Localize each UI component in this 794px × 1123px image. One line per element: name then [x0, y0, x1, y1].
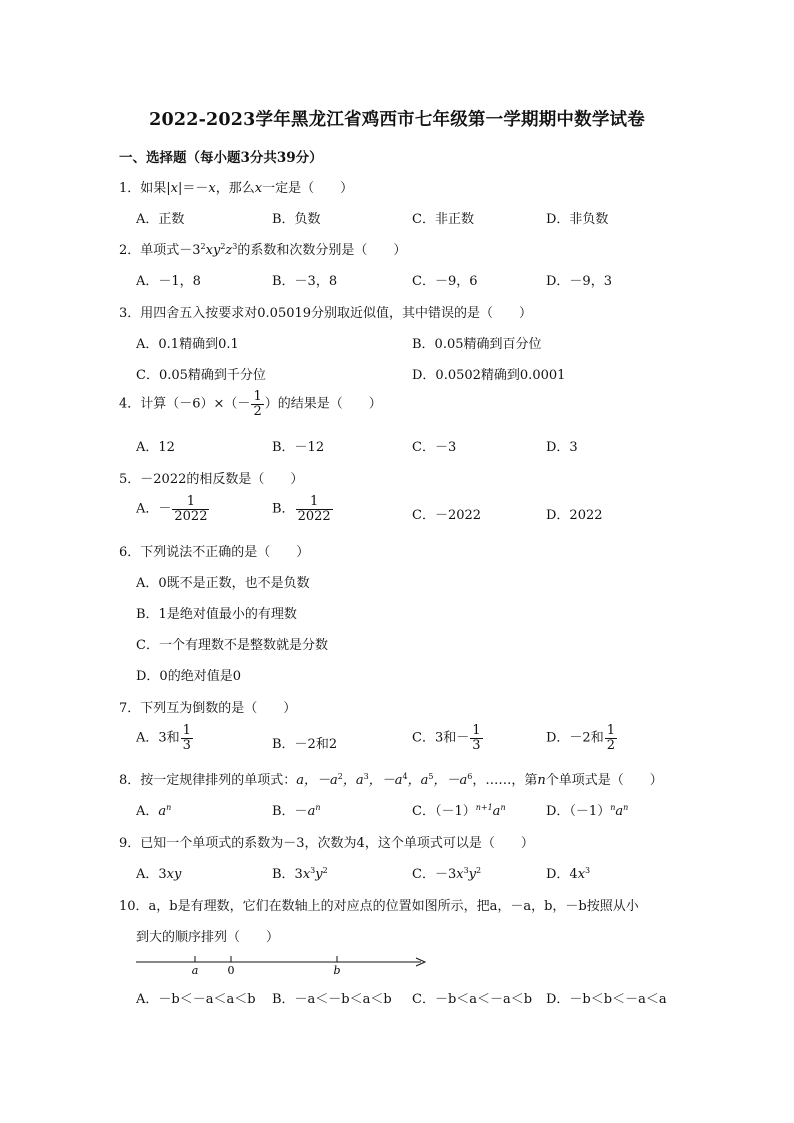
- question-3-stem: 3．用四舍五入按要求对0.05019分别取近似值，其中错误的是（ ）: [119, 306, 533, 321]
- question-7-stem: 7．下列互为倒数的是（ ）: [119, 701, 297, 716]
- question-2-option-b: B．－3，8: [272, 274, 338, 289]
- question-9-option-a: A．3xy: [136, 867, 182, 882]
- question-8-stem: 8．按一定规律排列的单项式：a，$-a^2$，$a^3$，$-a^4$，$a^5$，$-a^6$，……，第n个单项式是（ ）: [119, 772, 663, 788]
- question-5-option-c: C．－2022: [412, 508, 482, 523]
- question-1-stem: 1．如果|x|＝－x，那么x一定是（ ）: [119, 181, 354, 196]
- question-4-stem: 4．计算（－6）×（－ $\frac{1}{2}$ ）的结果是（ ）: [119, 389, 382, 419]
- question-5-option-d: D．2022: [546, 508, 603, 523]
- question-9-stem: 9．已知一个单项式的系数为－3，次数为4，这个单项式可以是（ ）: [119, 836, 534, 851]
- question-4-option-b: B．－12: [272, 440, 325, 455]
- question-6-stem: 6．下列说法不正确的是（ ）: [119, 545, 310, 560]
- question-2-option-c: C．－9，6: [412, 274, 478, 289]
- axis-label-b: b: [333, 964, 341, 977]
- question-8-option-d: D．$(-1)^na^n$: [546, 803, 629, 819]
- question-9-option-d: D．$4x^3$: [546, 866, 591, 882]
- question-1-option-b: B．负数: [272, 212, 321, 227]
- question-8-option-b: B．$-a^n$: [272, 803, 321, 819]
- axis-label-zero: 0: [227, 964, 235, 977]
- question-6-option-a: A．0既不是正数，也不是负数: [136, 576, 310, 591]
- question-10-option-d: D．－b＜b＜－a＜a: [546, 992, 667, 1007]
- question-6-option-b: B．1是绝对值最小的有理数: [136, 607, 297, 622]
- number-line-diagram: [136, 946, 436, 978]
- question-2-option-d: D．－9，3: [546, 274, 612, 289]
- question-7-option-a: A．3和 $\frac{1}{3}$: [136, 723, 191, 753]
- question-4-option-d: D．3: [546, 440, 578, 455]
- question-6-option-c: C．一个有理数不是整数就是分数: [136, 638, 328, 653]
- page-title: 2022-2023学年黑龙江省鸡西市七年级第一学期期中数学试卷: [149, 110, 645, 130]
- question-5-option-b: B． $\frac{1}{2022}$: [272, 494, 331, 524]
- question-3-option-c: C．0.05精确到千分位: [136, 368, 266, 383]
- question-10-option-b: B．－a＜－b＜a＜b: [272, 992, 392, 1007]
- question-2-option-a: A．－1，8: [136, 274, 201, 289]
- question-5-option-a: A．－ $\frac{1}{2022}$: [136, 494, 208, 524]
- question-9-option-c: C．$-3x^3y^2$: [412, 866, 482, 882]
- question-8-option-c: C．$(-1)^{n+1}a^n$: [412, 803, 506, 819]
- question-3-option-d: D．0.0502精确到0.0001: [412, 368, 566, 383]
- fraction-one-half: $\frac{1}{2}$: [253, 389, 262, 419]
- question-10-option-c: C．－b＜a＜－a＜b: [412, 992, 533, 1007]
- question-1-option-c: C．非正数: [412, 212, 474, 227]
- question-7-option-b: B．－2和2: [272, 737, 338, 752]
- question-7-option-c: C．3和－ $\frac{1}{3}$: [412, 723, 481, 753]
- question-4-option-c: C．－3: [412, 440, 457, 455]
- question-10-option-a: A．－b＜－a＜a＜b: [136, 992, 256, 1007]
- question-9-option-b: B．$3x^3y^2$: [272, 866, 328, 882]
- question-8-option-a: A．$a^n$: [136, 803, 172, 819]
- axis-label-a: a: [191, 964, 199, 977]
- question-3-option-a: A．0.1精确到0.1: [136, 337, 239, 352]
- question-4-option-a: A．12: [136, 440, 175, 455]
- question-5-stem: 5．－2022的相反数是（ ）: [119, 472, 304, 487]
- question-1-option-a: A．正数: [136, 212, 185, 227]
- section-title: 一、选择题（每小题3分共39分）: [119, 150, 323, 166]
- question-1-option-d: D．非负数: [546, 212, 609, 227]
- question-6-option-d: D．0的绝对值是0: [136, 669, 241, 684]
- question-3-option-b: B．0.05精确到百分位: [412, 337, 542, 352]
- question-7-option-d: D．－2和 $\frac{1}{2}$: [546, 723, 615, 753]
- question-10-stem-line-1: 10．a，b是有理数，它们在数轴上的对应点的位置如图所示，把a，－a，b，－b按照从小: [119, 899, 639, 914]
- question-2-stem: 2．单项式$-3^2xy^2z^3$的系数和次数分别是（ ）: [119, 242, 407, 258]
- question-10-stem-line-2: 到大的顺序排列（ ）: [136, 930, 280, 945]
